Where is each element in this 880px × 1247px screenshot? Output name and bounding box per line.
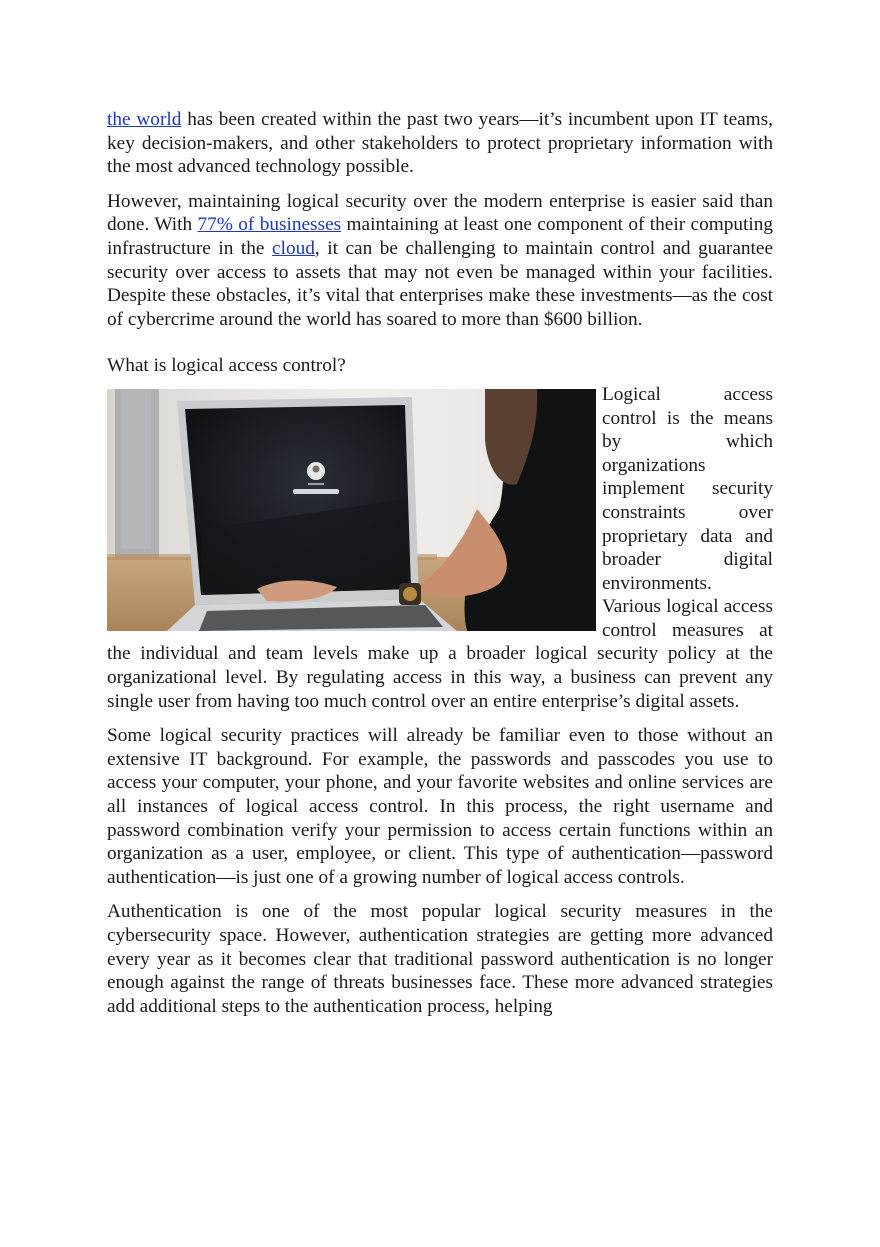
cloud-text-b: maintaining at least one component of their computing infrastructure in the	[107, 214, 774, 259]
logical-access-paragraph	[107, 383, 773, 713]
intro-text: has been created within the past two years—it’s incumbent upon IT teams, key decision-makers, and other stakeholders to protect proprietary information with the most advanced technology possible.	[107, 109, 773, 178]
laptop-login-photo	[107, 389, 596, 631]
cloud-text-c: , it can be challenging to maintain control and guarantee security over access to assets that may not even be managed within your facilities. Despite these obstacles, it’s vital that enterprises make these investments—as the cost of cybercrime around the world has soared to more than $600 billion.	[107, 237, 774, 330]
section-heading: What is logical access control?	[107, 355, 346, 377]
intro-paragraph	[107, 108, 773, 179]
link-the-world[interactable]: the world	[107, 109, 182, 130]
familiar-practices-paragraph: Some logical security practices will already be familiar even to those without an extensive IT background. For example, the passwords and passcodes you use to access your computer, your phone, and your favorite websites and online services are all instances of logical access control. In this process, the right username and password combination verify your permission to access certain functions within an organization as a user, employee, or client. This type of authentication—password authentication—is just one of a growing number of logical access controls.	[107, 725, 773, 888]
link-cloud[interactable]: cloud	[272, 237, 315, 259]
document-page	[107, 108, 773, 1029]
cloud-paragraph	[107, 190, 773, 332]
laptop-photo-illustration	[107, 389, 596, 631]
link-77-percent-businesses[interactable]: 77% of businesses	[197, 214, 342, 236]
cloud-text-a: However, maintaining logical security over the modern enterprise is easier said than done. With	[107, 190, 773, 236]
logical-access-text: Logical access control is the means by which organizations implement security constraints over proprietary data and broader digital environments. Various logical access control measures at the individual and team levels make up a broader logical security policy at the organizational level. By regulating access in this way, a business can prevent any single user from having too much control over an entire enterprise’s digital assets.	[107, 383, 773, 712]
authentication-paragraph: Authentication is one of the most popular logical security measures in the cybersecurity space. However, authentication strategies are getting more advanced every year as it becomes clear that traditional password authentication is no longer enough against the range of threats businesses face. These more advanced strategies add additional steps to the authentication process, helping	[107, 901, 773, 1017]
